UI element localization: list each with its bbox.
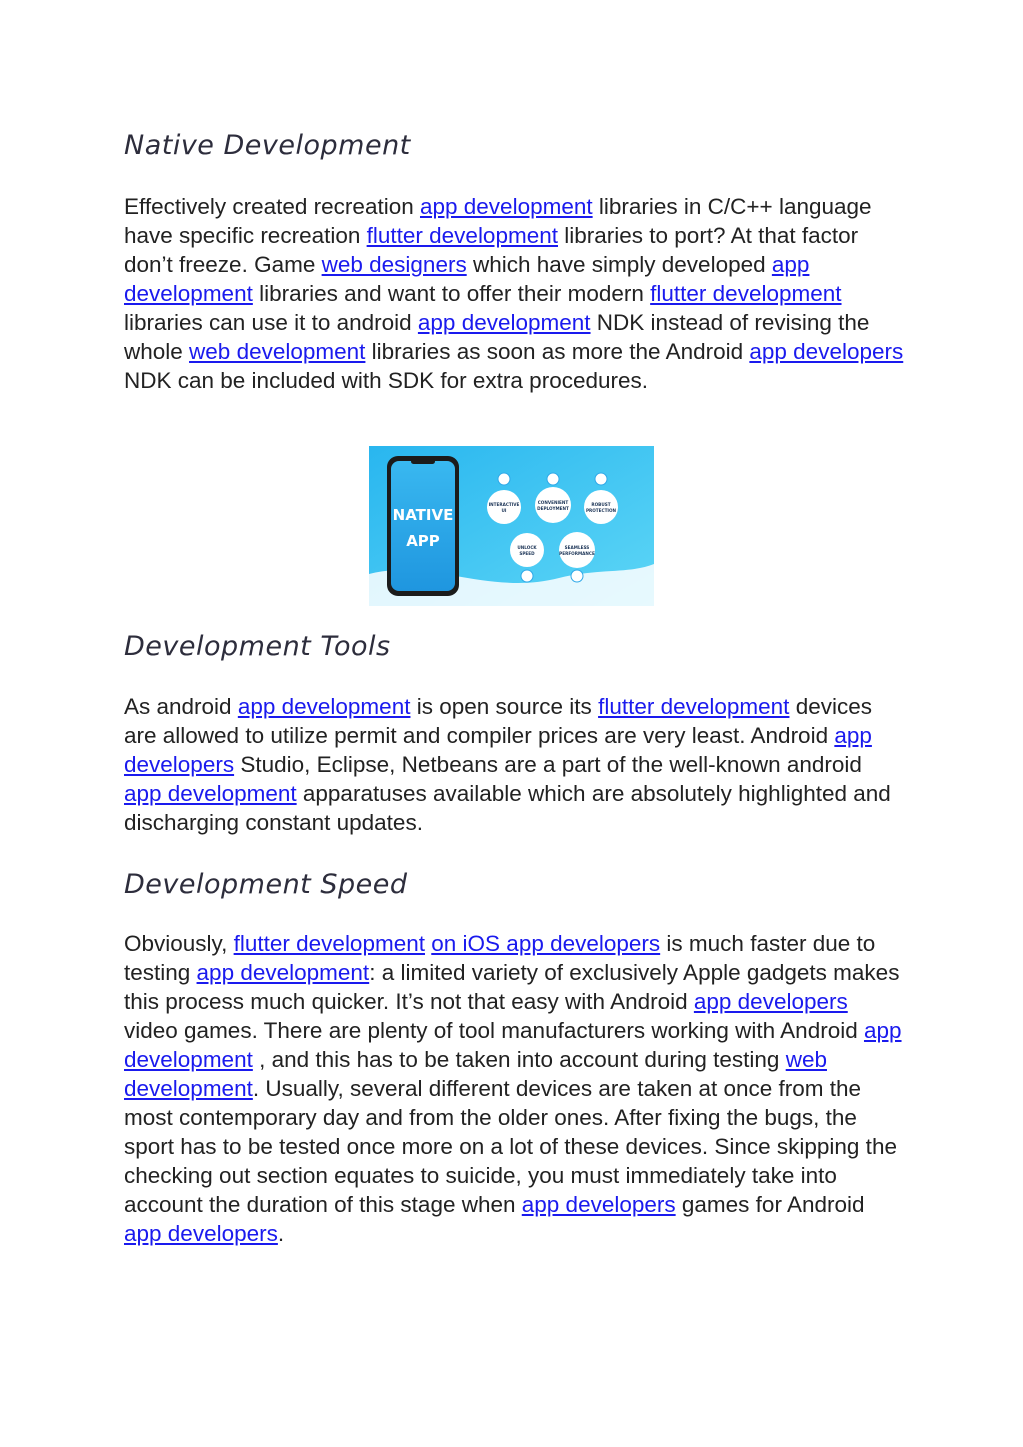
text-run: Obviously, — [124, 931, 234, 956]
link-app-development[interactable]: app development — [237, 694, 411, 719]
feature-label: ROBUST — [591, 502, 611, 507]
text-run: NDK instead of revising the whole — [124, 310, 870, 364]
text-run: As android — [124, 694, 238, 719]
paragraph-speed — [124, 929, 904, 1248]
text-run: libraries in C/C++ language have specific recreation — [124, 194, 872, 248]
section-heading-speed: Development Speed — [124, 869, 408, 900]
link-web-designers[interactable]: web designers — [321, 252, 467, 277]
link-app-development[interactable]: app development — [124, 1018, 902, 1072]
paragraph-native — [124, 192, 904, 395]
text-run: which have simply developed — [466, 252, 772, 277]
text-run: games for Android — [675, 1192, 865, 1217]
feature-label: PROTECTION — [585, 508, 617, 513]
text-run: Effectively created recreation — [124, 194, 420, 219]
text-run: libraries and want to offer their modern — [252, 281, 651, 306]
link-web-development[interactable]: web development — [189, 339, 366, 364]
text-run: is open source its — [410, 694, 599, 719]
text-run: Studio, Eclipse, Netbeans are a part of the well-known android — [234, 752, 862, 777]
link-app-development[interactable]: app development — [417, 310, 591, 335]
link-app-developers[interactable]: app developers — [124, 1221, 278, 1246]
feature-label: SPEED — [519, 551, 535, 556]
feature-label: DEPLOYMENT — [537, 506, 569, 511]
link-app-development[interactable]: app development — [124, 781, 297, 806]
text-run: libraries as soon as more the Android — [365, 339, 750, 364]
text-run: libraries can use it to android — [124, 310, 418, 335]
text-run: libraries to port? At that factor don’t freeze. Game — [124, 223, 859, 277]
text-run: , and this has to be taken into account during testing — [252, 1047, 786, 1072]
feature-label: INTERACTIVE — [488, 502, 520, 507]
text-run: . Usually, several different devices are taken at once from the most contemporary day and from the older ones. After fixing the bugs, the sport has to be tested once more on a lot of these devices. Since skipping the checking out section equates to suicide, you must immediately take into account the duration of this stage when — [124, 1076, 897, 1217]
link-flutter-development[interactable]: flutter development — [650, 281, 842, 306]
link-app-developers[interactable]: app developers — [693, 989, 848, 1014]
link-app-development[interactable]: app development — [419, 194, 593, 219]
feature-label: UI — [501, 508, 507, 513]
link-app-developers[interactable]: app developers — [124, 723, 872, 777]
link-flutter-development[interactable]: flutter development — [366, 223, 558, 248]
feature-label: CONVENIENT — [537, 500, 569, 505]
text-run: NDK can be included with SDK for extra procedures. — [124, 368, 649, 393]
link-ios-app-developers[interactable]: on iOS app developers — [431, 931, 661, 956]
text-run: video games. There are plenty of tool manufacturers working with Android — [124, 1018, 864, 1043]
text-run: . — [277, 1221, 285, 1246]
link-flutter-development[interactable]: flutter development — [598, 694, 790, 719]
section-heading-tools: Development Tools — [124, 631, 391, 662]
phone — [387, 456, 459, 596]
link-flutter-development[interactable]: flutter development — [233, 931, 425, 956]
feature-label: PERFORMANCE — [559, 551, 595, 556]
text-run: devices are allowed to utilize permit and compiler prices are very least. Android — [124, 694, 872, 748]
link-app-development[interactable]: app development — [196, 960, 370, 985]
link-web-development[interactable]: web development — [124, 1047, 827, 1101]
link-app-developers[interactable]: app developers — [749, 339, 904, 364]
feature-label: UNLOCK — [517, 545, 537, 550]
feature-label: SEAMLESS — [564, 545, 590, 550]
phone-text-native: NATIVE — [392, 506, 454, 524]
text-run: apparatuses available which are absolutely highlighted and discharging constant updates. — [124, 781, 891, 835]
text-run: is much faster due to testing — [124, 931, 876, 985]
phone-text-app: APP — [406, 532, 440, 550]
link-app-developers[interactable]: app developers — [521, 1192, 676, 1217]
text-run: : a limited variety of exclusively Apple gadgets makes this process much quicker. It’s not that easy with Android — [124, 960, 900, 1014]
link-app-development[interactable]: app development — [124, 252, 810, 306]
paragraph-tools — [124, 692, 904, 837]
native-app-illustration — [369, 446, 654, 606]
section-heading-native: Native Development — [124, 130, 411, 161]
